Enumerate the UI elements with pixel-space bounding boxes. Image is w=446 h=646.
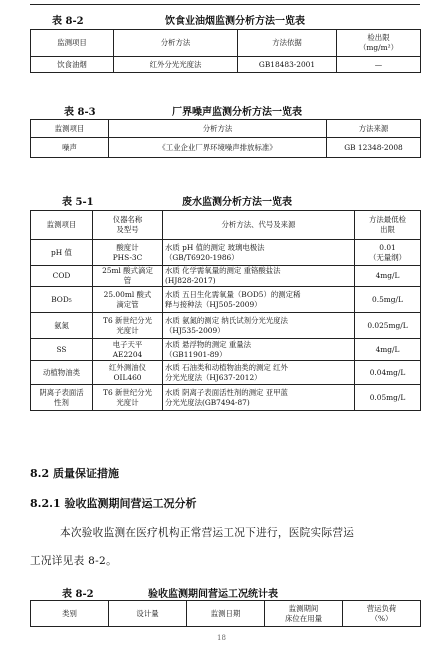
cell-text: 酸度计 PHS-3C	[112, 242, 143, 262]
header-cell	[337, 30, 421, 57]
table-cell	[163, 361, 355, 385]
page-number: 18	[217, 634, 226, 642]
cell-text: 4mg/L	[375, 344, 400, 354]
table-number: 表 5-1	[62, 197, 94, 208]
cell-text: BOD₅	[51, 294, 72, 304]
cell-text: 水质 pH 值的测定 玻璃电极法 （GB/T6920-1986）	[165, 242, 265, 262]
cell-text: 氨氮	[54, 320, 69, 330]
table-cell	[355, 385, 421, 411]
header-cell	[265, 601, 343, 627]
header-cell: 分析方法	[114, 30, 238, 57]
operating-condition-table	[30, 600, 421, 627]
cell-text: 红外测油仪 OIL460	[109, 362, 146, 382]
header-cell: 监测项目	[31, 30, 114, 57]
table-cell	[163, 240, 355, 266]
table-cell	[163, 339, 355, 361]
table-cell	[355, 313, 421, 339]
cell-text: 阴离子表面活 性剂	[39, 387, 84, 407]
table-cell	[93, 385, 163, 411]
header-cell: 分析方法	[109, 120, 327, 138]
noise-method-table	[30, 119, 421, 158]
table-cell	[355, 266, 421, 287]
table-cell	[93, 240, 163, 266]
header-cell: 分析方法、代号及来源	[163, 211, 355, 240]
table-title: 废水监测分析方法一览表	[182, 197, 292, 208]
cell-text: SS	[56, 344, 67, 354]
table-cell	[355, 361, 421, 385]
table-cell	[93, 339, 163, 361]
table-cell	[93, 287, 163, 313]
cell-text: pH 值	[51, 247, 72, 257]
cell-text: 电子天平 AE2204	[112, 339, 143, 359]
table-cell	[163, 266, 355, 287]
cell-text: 水质 氨氮的测定 纳氏试剂分光光度法 （HJ535-2009）	[165, 315, 288, 335]
header-line: 监测期间 床位在用量	[285, 603, 322, 623]
header-cell: 监测项目	[31, 211, 93, 240]
header-cell	[93, 211, 163, 240]
header-line: 仪器名称 及型号	[112, 215, 143, 234]
table-title: 厂界噪声监测分析方法一览表	[172, 107, 302, 118]
cell-text: 水质 悬浮物的测定 重量法 （GB11901-89）	[165, 339, 251, 359]
cell-text: 0.025mg/L	[367, 320, 408, 330]
cell-text: 25ml 酸式滴定 管	[102, 266, 153, 285]
table-cell: 噪声	[31, 138, 109, 158]
cell-text: 水质 阴离子表面活性剂的测定 亚甲蓝 分光光度法(GB7494-87)	[165, 387, 288, 407]
table-cell	[31, 339, 93, 361]
table-cell	[93, 313, 163, 339]
top-rule	[30, 4, 420, 5]
cell-text: COD	[52, 271, 71, 280]
table-cell	[31, 313, 93, 339]
cell-text: T6 新世纪分光 光度计	[103, 315, 152, 335]
section-heading: 8.2 质量保证措施	[30, 467, 119, 480]
header-cell: 监测项目	[31, 120, 109, 138]
header-cell: 监测日期	[187, 601, 265, 627]
table-cell	[31, 361, 93, 385]
wastewater-method-table	[30, 210, 421, 411]
table-cell: —	[337, 57, 421, 73]
cell-text: 0.04mg/L	[369, 367, 406, 377]
table-cell: GB 12348-2008	[327, 138, 421, 158]
paragraph-line: 本次验收监测在医疗机构正常营运工况下进行，医院实际营运	[60, 527, 355, 539]
header-line: 方法最低检 出限	[369, 215, 406, 234]
header-cell	[355, 211, 421, 240]
subsection-heading: 8.2.1 验收监测期间营运工况分析	[30, 497, 197, 510]
header-cell	[343, 601, 421, 627]
table-number: 表 8-2	[62, 589, 94, 600]
cell-text: 水质 化学需氧量的测定 重铬酸盐法 (HJ828-2017)	[165, 266, 281, 285]
header-cell: 方法依据	[238, 30, 337, 57]
cell-text: 0.5mg/L	[372, 294, 403, 304]
oil-fume-method-table	[30, 29, 421, 73]
table-number: 表 8-2	[52, 16, 84, 27]
table-cell	[93, 266, 163, 287]
cell-text: 0.01 （无量纲）	[369, 242, 406, 262]
header-line: 检出限 （mg/m²）	[359, 33, 398, 52]
table-title: 饮食业油烟监测分析方法一览表	[165, 16, 305, 27]
table-cell: 《工业企业厂界环境噪声排放标准》	[109, 138, 327, 158]
paragraph-line: 工况详见表 8-2。	[30, 555, 117, 567]
cell-text: 动植物油类	[43, 367, 80, 377]
cell-text: T6 新世纪分光 光度计	[103, 387, 152, 407]
table-cell: 饮食油烟	[31, 57, 114, 73]
header-cell: 方法来源	[327, 120, 421, 138]
table-number: 表 8-3	[64, 107, 96, 118]
table-cell	[355, 287, 421, 313]
table-cell	[31, 385, 93, 411]
table-cell	[355, 240, 421, 266]
cell-text: 水质 石油类和动植物油类的测定 红外 分光光度法（HJ637-2012）	[165, 362, 288, 382]
table-cell	[93, 361, 163, 385]
table-cell	[31, 240, 93, 266]
header-cell: 类别	[31, 601, 109, 627]
table-cell	[31, 287, 93, 313]
header-cell: 设计量	[109, 601, 187, 627]
table-cell	[163, 313, 355, 339]
table-cell	[355, 339, 421, 361]
table-cell	[31, 266, 93, 287]
table-cell: GB18483-2001	[238, 57, 337, 73]
cell-text: 4mg/L	[375, 271, 400, 280]
table-title: 验收监测期间营运工况统计表	[148, 589, 278, 600]
cell-text: 0.05mg/L	[369, 392, 406, 402]
cell-text: 25.00ml 酸式 滴定管	[103, 289, 152, 309]
table-cell: 红外分光光度法	[114, 57, 238, 73]
table-cell	[163, 287, 355, 313]
cell-text: 水质 五日生化需氧量（BOD5）的测定稀 释与接种法（HJ505-2009）	[165, 289, 301, 309]
header-line: 营运负荷 （%）	[366, 603, 397, 623]
table-cell	[163, 385, 355, 411]
